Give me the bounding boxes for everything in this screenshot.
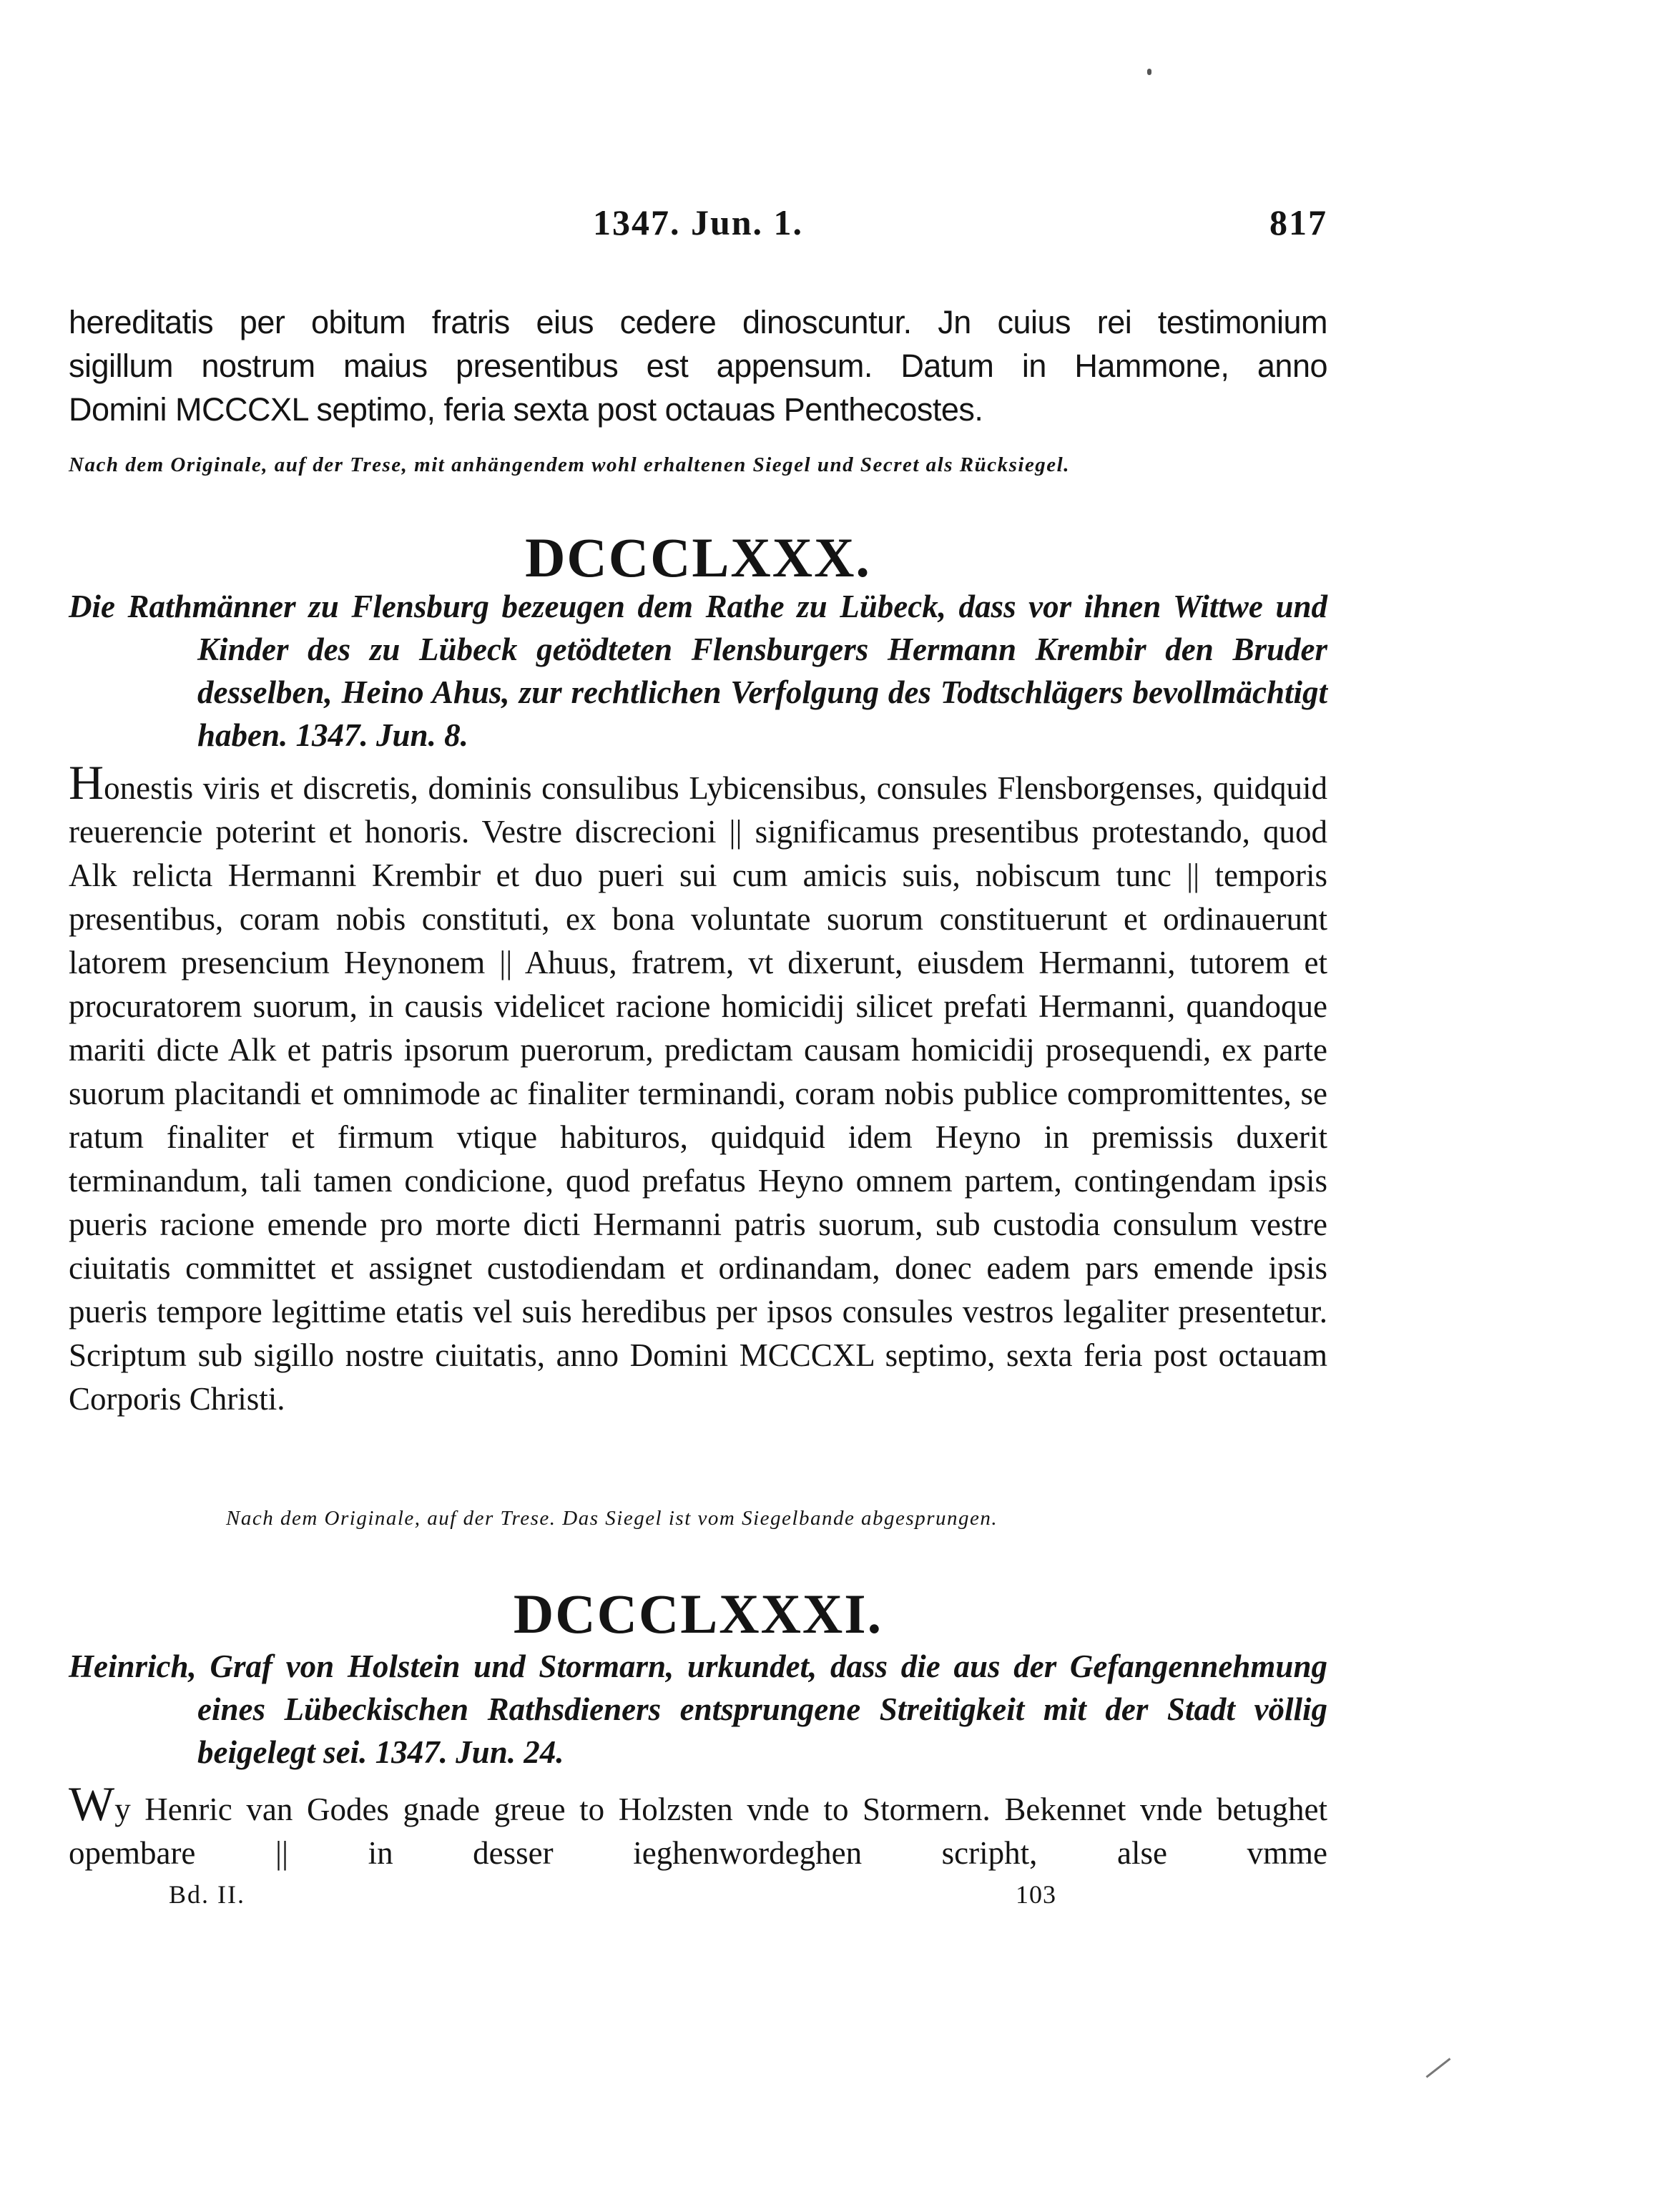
continuation-line: sigillum nostrum maius presentibus est appensum. Datum in Hammone, anno [69,348,1327,384]
source-note: Nach dem Originale, auf der Trese, mit anhängendem wohl erhaltenen Siegel und Secret als Rücksiegel. [69,453,1070,476]
regest-text: Heinrich, Graf von Holstein und Stormarn, urkundet, dass die aus der Gefangennehmung eines Lübeckischen Rathsdieners entsprungene Streitigkeit mit der Stadt völlig beigelegt sei. 1347. Jun. 24. [69,1648,1327,1770]
initial-letter: H [69,755,104,810]
speck-mark [1147,69,1151,75]
initial-letter: W [69,1776,115,1831]
document-numeral: DCCCLXXXI. [513,1583,883,1645]
document-regest [69,585,1327,757]
continuation-line: Domini MCCCXL septimo, feria sexta post octauas Penthecostes. [69,391,983,428]
continuation-line: hereditatis per obitum fratris eius cedere dinoscuntur. Jn cuius rei testimonium [69,304,1327,340]
document-text [69,1776,1327,1875]
document-body: y Henric van Godes gnade greue to Holzsten vnde to Stormern. Bekennet vnde betughet opembare || in desser ieghenwordeghen scripht, alse vmme [69,1791,1327,1871]
header-date: 1347. Jun. 1. [592,202,804,242]
document-text [69,755,1327,1421]
page-number: 817 [1269,202,1327,242]
document-body: onestis viris et discretis, dominis consulibus Lybicensibus, consules Flensborgenses, quidquid reuerencie poterint et honoris. Vestre discrecioni || significamus presentibus protestando, quod Alk relicta Hermanni Krembir et duo pueri sui cum amicis suis, nobiscum tunc || temporis presentibus, coram nobis constituti, ex bona voluntate suorum constituerunt et ordinauerunt latorem presencium Heynonem || Ahuus, fratrem, vt dixerunt, eiusdem Hermanni, tutorem et procuratorem suorum, in causis videlicet racione homicidij silicet prefati Hermanni, quandoque mariti dicte Alk et patris ipsorum puerorum, predictam causam homicidij prosequendi, ex parte suorum placitandi et omnimode ac finaliter terminandi, coram nobis publice compromittentes, se ratum finaliter et firmum vtique habituros, quidquid idem Heyno in premissis duxerit terminandum, tali tamen condicione, quod prefatus Heyno omnem partem, contingendam ipsis pueris racione emende pro morte dicti Hermanni patris suorum, sub custodia consulum vestre ciuitatis committet et assignet custodiendam et ordinandam, donec eadem pars emende ipsis pueris tempore legittime etatis vel suis heredibus per ipsos consules vestros legaliter presentetur. Scriptum sub sigillo nostre ciuitatis, anno Domini MCCCXL septimo, sexta feria post octauam Corporis Christi. [69,770,1327,1417]
signature-mark: 103 [1016,1880,1056,1909]
pencil-mark [1426,2058,1451,2078]
regest-text: Die Rathmänner zu Flensburg bezeugen dem Rathe zu Lübeck, dass vor ihnen Wittwe und Kinder des zu Lübeck getödteten Flensburgers Hermann Krembir den Bruder desselben, Heino Ahus, zur rechtlichen Verfolgung des Todtschlägers bevollmächtigt haben. 1347. Jun. 8. [69,589,1327,753]
document-regest [69,1645,1327,1774]
volume-label: Bd. II. [169,1880,245,1909]
document-numeral: DCCCLXXX. [525,526,871,589]
running-header [69,202,1327,252]
continuation-text [69,300,1327,431]
source-note: Nach dem Originale, auf der Trese. Das Siegel ist vom Siegelbande abgesprungen. [226,1507,998,1530]
